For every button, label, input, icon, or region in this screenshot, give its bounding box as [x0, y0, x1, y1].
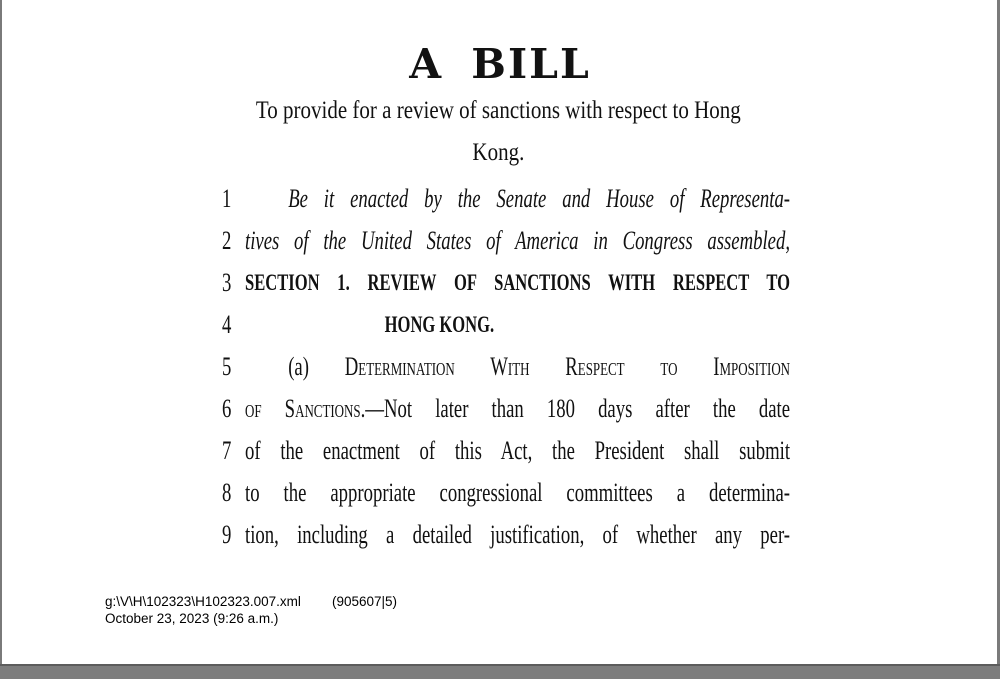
- page-left-edge: [0, 0, 2, 679]
- bill-line-9-text: tion, including a detailed justification, of whether any per-: [245, 520, 791, 549]
- line-number: 4: [222, 310, 232, 339]
- bill-line-4-text: HONG KONG.: [384, 312, 495, 337]
- line-number: 6: [222, 394, 232, 423]
- bill-line-7: [222, 430, 790, 472]
- footer-doc-id: (905607|5): [332, 594, 398, 609]
- long-title-line-1: To provide for a review of sanctions with respect to Hong: [255, 97, 741, 124]
- bill-line-5-text: [245, 346, 790, 388]
- line-number: 5: [222, 352, 232, 381]
- line-5-prefix: (a): [288, 352, 345, 381]
- bill-line-8-text: to the appropriate congressional committees a determina-: [245, 478, 791, 507]
- line-number: 8: [222, 478, 232, 507]
- bill-line-6-text: [245, 388, 790, 430]
- line-5-smallcaps: Determination With Respect to Imposition: [344, 352, 791, 381]
- footer-line-1: [105, 593, 397, 610]
- line-number: 9: [222, 520, 232, 549]
- bill-line-2-text: tives of the United States of America in Congress assembled,: [245, 226, 791, 255]
- bill-line-2: [222, 220, 790, 262]
- bill-line-6: [222, 388, 790, 430]
- footer-line-2: [105, 610, 397, 627]
- line-6-body: —Not later than 180 days after the date: [365, 394, 791, 423]
- bill-line-5: [222, 346, 790, 388]
- footer-file-path: g:\V\H\102323\H102323.007.xml: [105, 594, 301, 609]
- bill-body: [222, 178, 790, 556]
- footer-date: October 23, 2023 (9:26 a.m.): [105, 611, 279, 626]
- bill-line-3-text: SECTION 1. REVIEW OF SANCTIONS WITH RESPECT TO: [245, 270, 791, 295]
- page-bottom-band: [0, 664, 1000, 679]
- bill-line-8: [222, 472, 790, 514]
- bill-line-7-text: of the enactment of this Act, the President shall submit: [245, 436, 791, 465]
- line-number: 1: [222, 184, 232, 213]
- bill-line-1-text: Be it enacted by the Senate and House of Representa-: [288, 184, 791, 213]
- bill-line-4: [222, 304, 790, 346]
- bill-long-title: [222, 90, 775, 174]
- bill-line-3: [222, 262, 790, 304]
- line-6-smallcaps: of Sanctions.: [245, 394, 366, 423]
- line-number: 3: [222, 268, 232, 297]
- long-title-line-2: Kong.: [472, 139, 525, 166]
- bill-line-9: [222, 514, 790, 556]
- line-number: 2: [222, 226, 232, 255]
- bill-line-1: [222, 178, 790, 220]
- bill-title: A BILL: [409, 40, 591, 88]
- document-footer: [105, 593, 397, 627]
- line-number: 7: [222, 436, 232, 465]
